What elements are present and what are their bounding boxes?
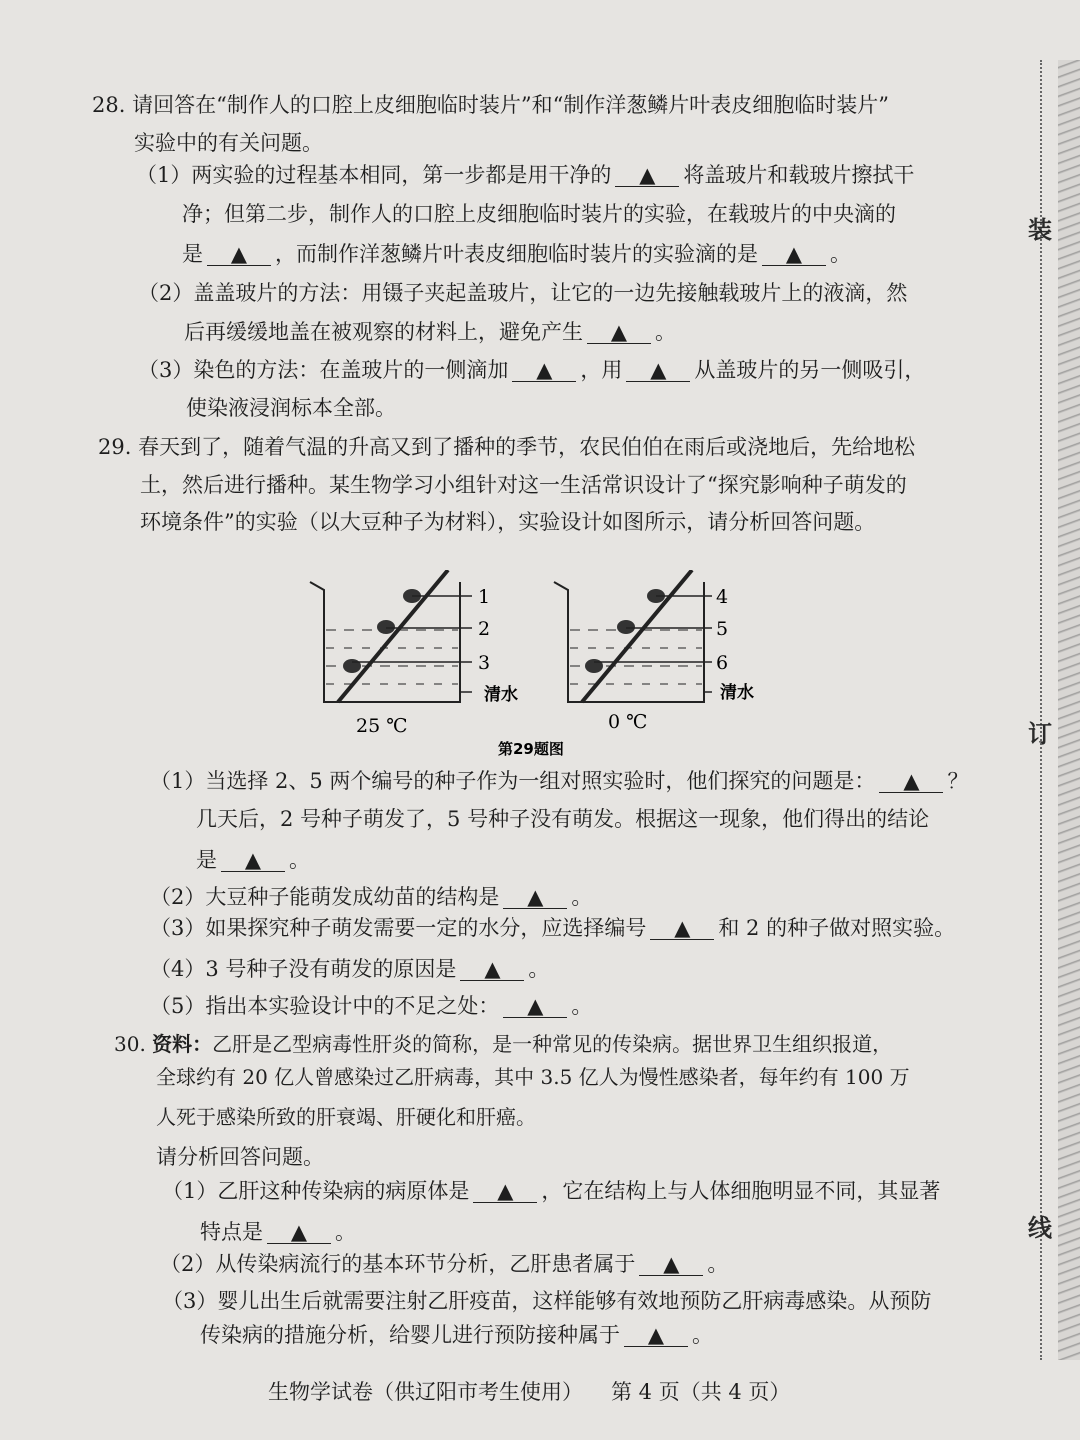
q29-p5-text: （5）指出本实验设计中的不足之处：: [150, 994, 500, 1018]
q28-part3-line2: 使染液浸润标本全部。: [186, 396, 396, 420]
q30-number: 30.: [114, 1032, 146, 1056]
seed-label-4: 4: [716, 586, 729, 608]
temp-label-right: 0 ℃: [608, 711, 648, 733]
seed-label-5: 5: [716, 618, 729, 640]
q29-p2-text: 。: [571, 885, 593, 909]
binding-dotted-line: [1040, 60, 1042, 1360]
q29-part1-line1: [150, 768, 968, 794]
answer-blank[interactable]: ▲: [503, 995, 567, 1018]
page-footer: [268, 1376, 790, 1406]
answer-blank[interactable]: ▲: [615, 164, 679, 187]
q29-part4: [150, 956, 549, 982]
seed-germination-figure: [290, 570, 790, 770]
answer-blank[interactable]: ▲: [267, 1221, 331, 1244]
q29-part2: [150, 884, 592, 910]
q28-part3-line1: [138, 357, 925, 383]
q28-p1-text: （1）两实验的过程基本相同，第一步都是用干净的: [136, 163, 612, 187]
water-label-right: 清水: [720, 683, 754, 703]
q29-part1-line3: [196, 847, 310, 873]
figure-caption: 第29题图: [498, 740, 564, 758]
q28-p1-text: 是: [182, 242, 203, 266]
q29-p3-text: （3）如果探究种子萌发需要一定的水分，应选择编号: [150, 916, 647, 940]
answer-blank[interactable]: ▲: [503, 886, 567, 909]
q30-p3-text: 传染病的措施分析，给婴儿进行预防接种属于: [200, 1323, 620, 1347]
q28-p2-text: 后再缓缓地盖在被观察的材料上，避免产生: [184, 320, 583, 344]
q29-p4-text: （4）3 号种子没有萌发的原因是: [150, 957, 457, 981]
answer-blank[interactable]: ▲: [639, 1253, 703, 1276]
right-glass-rod: [582, 570, 692, 702]
q30-p2-text: 。: [707, 1252, 729, 1276]
q28-p3-text: ，用: [580, 358, 623, 382]
q28-part1-line3: [182, 241, 851, 267]
q29-p2-text: （2）大豆种子能萌发成幼苗的结构是: [150, 885, 500, 909]
binding-mark-xian: 线: [1028, 1213, 1052, 1242]
q30-part3-line1: （3）婴儿出生后就需要注射乙肝疫苗，这样能够有效地预防乙肝病毒感染。从预防: [162, 1289, 932, 1313]
q30-p1-text: 。: [335, 1220, 356, 1244]
q30-part3-line2: [200, 1322, 713, 1348]
q28-stem-line1: [92, 92, 889, 118]
q28-p1-text: 将盖玻片和载玻片擦拭干: [683, 163, 915, 187]
answer-blank[interactable]: ▲: [460, 958, 524, 981]
q30-material-line3: 人死于感染所致的肝衰竭、肝硬化和肝癌。: [156, 1105, 536, 1129]
water-label-left: 清水: [484, 685, 518, 705]
q28-stem-text: 请回答在“制作人的口腔上皮细胞临时装片”和“制作洋葱鳞片叶表皮细胞临时装片”: [132, 93, 890, 117]
seed-label-1: 1: [478, 586, 491, 608]
seed-label-3: 3: [478, 652, 491, 674]
q28-part1-line1: [136, 162, 914, 188]
q30-ask: 请分析回答问题。: [156, 1145, 324, 1169]
q29-p1-text: 是: [196, 848, 217, 872]
q30-p2-text: （2）从传染病流行的基本环节分析，乙肝患者属于: [160, 1252, 636, 1276]
page-edge-texture: [1058, 60, 1080, 1360]
q29-p5-text: 。: [571, 994, 593, 1018]
binding-mark-ding: 订: [1028, 719, 1052, 748]
q29-stem-line3: 环境条件”的实验（以大豆种子为材料），实验设计如图所示，请分析回答问题。: [140, 510, 876, 534]
temp-label-left: 25 ℃: [356, 715, 408, 737]
q29-p1-text: ？: [947, 769, 969, 793]
q29-number: 29.: [98, 435, 132, 459]
binding-mark-zhuang: 装: [1028, 215, 1052, 244]
answer-blank[interactable]: ▲: [879, 770, 943, 793]
q30-p1-text: （1）乙肝这种传染病的病原体是: [162, 1179, 470, 1203]
answer-blank[interactable]: ▲: [207, 243, 271, 266]
q30-material-label: 资料：: [152, 1032, 213, 1056]
q29-p4-text: 。: [528, 957, 550, 981]
q29-p1-text: 。: [289, 848, 310, 872]
q28-part2-line2: [184, 319, 676, 345]
seed-label-2: 2: [478, 618, 491, 640]
answer-blank[interactable]: ▲: [221, 849, 285, 872]
q30-material-line1: [114, 1031, 892, 1057]
q29-p3-text: 和 2 的种子做对照实验。: [718, 916, 956, 940]
q29-part3: [150, 915, 955, 941]
q30-p3-text: 。: [692, 1323, 713, 1347]
q30-material-text: 乙肝是乙型病毒性肝炎的简称，是一种常见的传染病。据世界卫生组织报道，: [212, 1032, 893, 1056]
q29-stem-line2: 土，然后进行播种。某生物学习小组针对这一生活常识设计了“探究影响种子萌发的: [140, 473, 907, 497]
q29-p1-text: （1）当选择 2、5 两个编号的种子作为一组对照实验时，他们探究的问题是：: [150, 769, 876, 793]
seed-5: [617, 620, 635, 634]
q29-stem-text: 春天到了，随着气温的升高又到了播种的季节，农民伯伯在雨后或浇地后，先给地松: [138, 435, 916, 459]
seed-6: [585, 659, 603, 673]
q28-part1-line2: 净；但第二步，制作人的口腔上皮细胞临时装片的实验，在载玻片的中央滴的: [182, 202, 896, 226]
q28-number: 28.: [92, 93, 126, 117]
answer-blank[interactable]: ▲: [473, 1180, 537, 1203]
left-glass-rod: [338, 570, 448, 702]
seed-label-6: 6: [716, 652, 729, 674]
answer-blank[interactable]: ▲: [762, 243, 826, 266]
footer-page-number: 第 4 页（共 4 页）: [611, 1380, 791, 1404]
q30-p1-text: 特点是: [200, 1220, 263, 1244]
q28-p3-text: （3）染色的方法：在盖玻片的一侧滴加: [138, 358, 509, 382]
answer-blank[interactable]: ▲: [650, 917, 714, 940]
q29-part5: [150, 993, 592, 1019]
seed-2: [377, 620, 395, 634]
q28-p3-text: 从盖玻片的另一侧吸引，: [694, 358, 926, 382]
answer-blank[interactable]: ▲: [512, 359, 576, 382]
q30-part2: [160, 1251, 728, 1277]
q30-p1-text: ，它在结构上与人体细胞明显不同，其显著: [541, 1179, 941, 1203]
q30-part1-line2: [200, 1219, 356, 1245]
answer-blank[interactable]: ▲: [624, 1324, 688, 1347]
q28-part2-line1: （2）盖盖玻片的方法：用镊子夹起盖玻片，让它的一边先接触载玻片上的液滴，然: [138, 281, 908, 305]
q28-p1-text: ，而制作洋葱鳞片叶表皮细胞临时装片的实验滴的是: [275, 242, 758, 266]
q28-p2-text: 。: [655, 320, 676, 344]
q29-stem-line1: [98, 434, 915, 460]
answer-blank[interactable]: ▲: [626, 359, 690, 382]
q29-part1-line2: 几天后，2 号种子萌发了，5 号种子没有萌发。根据这一现象，他们得出的结论: [196, 807, 930, 831]
q30-part1-line1: [162, 1178, 940, 1204]
footer-subject: 生物学试卷（供辽阳市考生使用）: [268, 1380, 583, 1404]
q28-p1-text: 。: [830, 242, 851, 266]
q28-stem-line2: 实验中的有关问题。: [134, 131, 323, 155]
q30-material-line2: 全球约有 20 亿人曾感染过乙肝病毒，其中 3.5 亿人为慢性感染者，每年约有 100 万: [156, 1065, 910, 1089]
seed-3: [343, 659, 361, 673]
answer-blank[interactable]: ▲: [587, 321, 651, 344]
